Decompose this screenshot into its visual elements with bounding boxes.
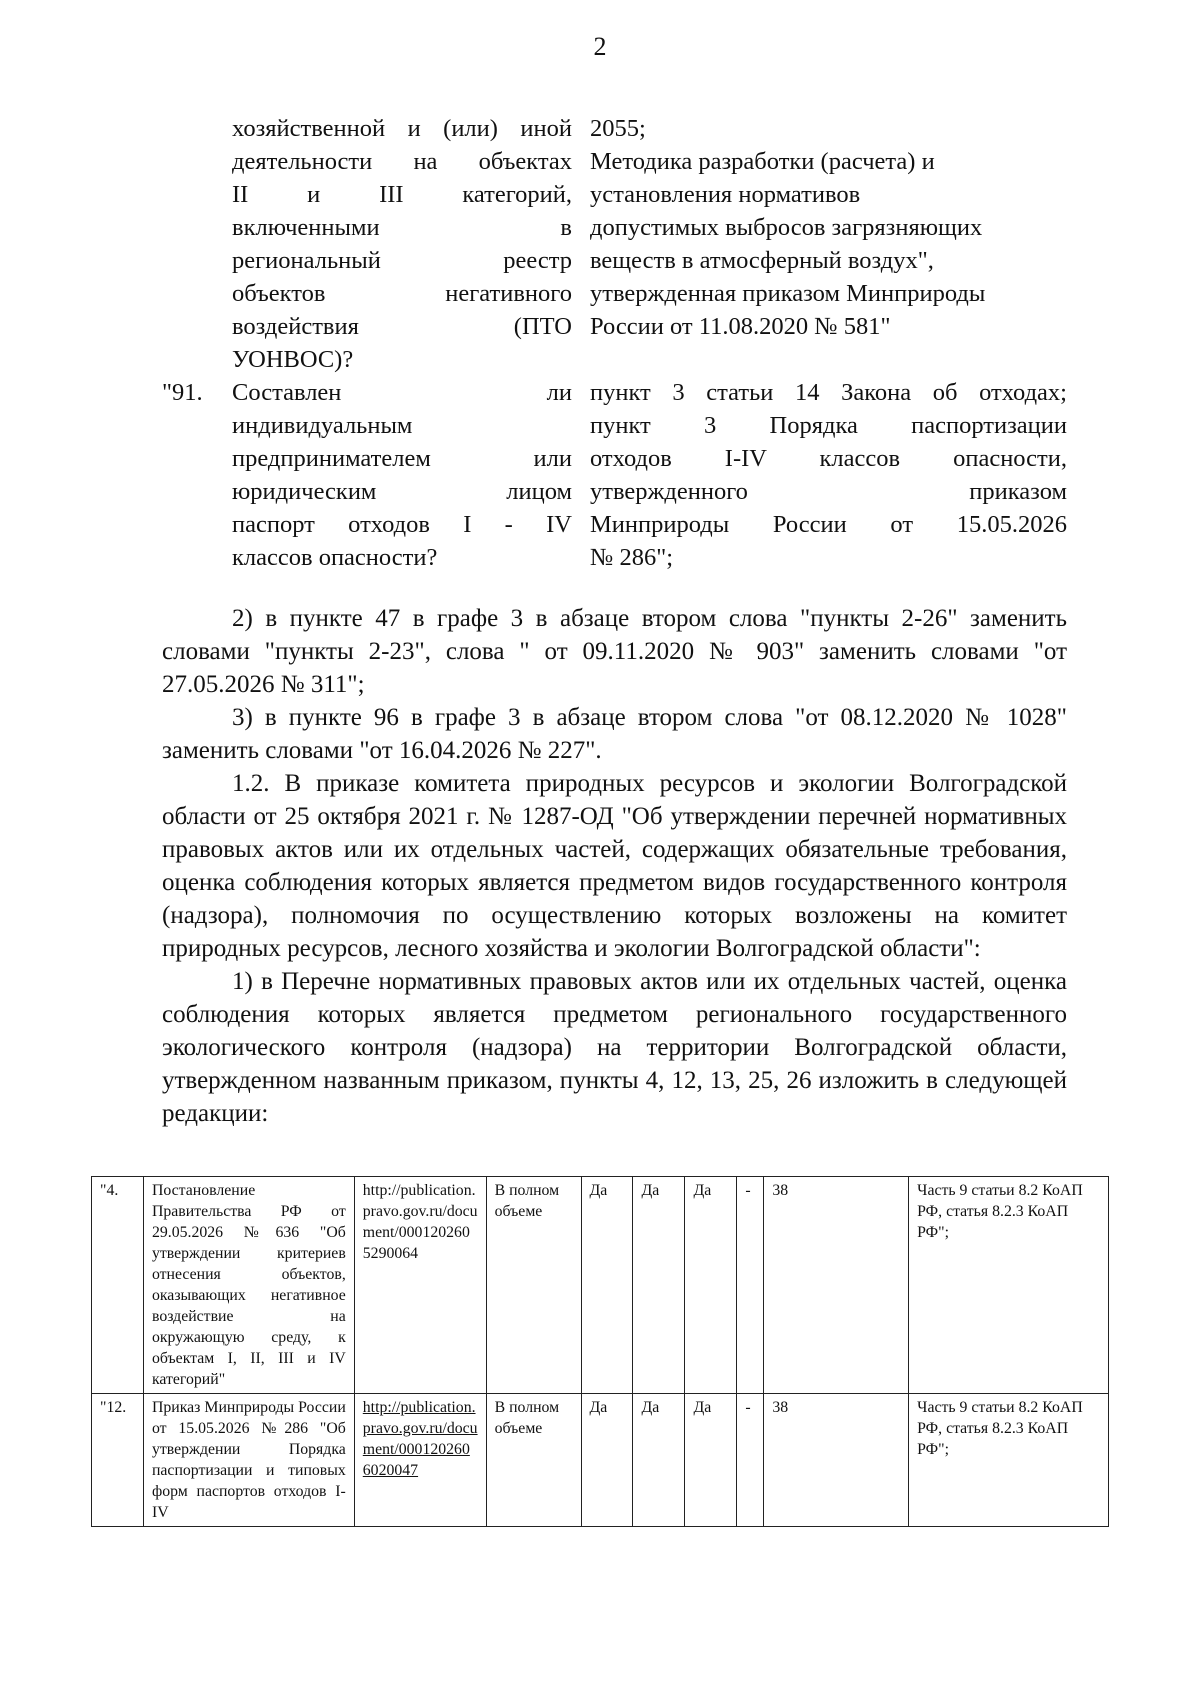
checklist-row: [162, 376, 1067, 574]
question-line: юридическим лицом: [232, 478, 572, 505]
question-line: хозяйственной и (или) иной: [232, 115, 572, 142]
page-number: 2: [593, 32, 607, 61]
liability-cell: Часть 9 статьи 8.2 КоАП РФ, статья 8.2.3 КоАП РФ";: [909, 1394, 1109, 1527]
question-line: классов опасности?: [232, 544, 438, 571]
reference-cell: [590, 112, 1067, 376]
reference-line: № 286";: [590, 544, 674, 571]
url-link[interactable]: http://publication.pravo.gov.ru/document/0001202605290064: [354, 1177, 486, 1394]
empty-cell: [834, 1394, 909, 1527]
dash-cell: -: [737, 1394, 764, 1527]
question-line: деятельности на объектах: [232, 148, 572, 175]
number-cell: 38: [764, 1177, 834, 1394]
reference-line: Методика разработки (расчета) и: [590, 148, 935, 175]
paragraph: 3) в пункте 96 в графе 3 в абзаце втором слова "от 08.12.2020 № 1028" заменить словами "от 16.04.2026 № 227".: [162, 704, 1067, 764]
dash-cell: -: [737, 1177, 764, 1394]
question-line: включенными в: [232, 214, 572, 241]
reference-line: веществ в атмосферный воздух",: [590, 247, 934, 274]
reference-line: пункт 3 статьи 14 Закона об отходах;: [590, 379, 1067, 406]
question-line: УОНВОС)?: [232, 346, 354, 373]
reference-line: России от 11.08.2020 № 581": [590, 313, 891, 340]
question-line: II и III категорий,: [232, 181, 572, 208]
act-name-cell: Постановление Правительства РФ от 29.05.2026 №636 "Об утверждении критериев отнесения объектов, оказывающих негативное воздействие на окружающую среду, к объектам I, II, III и IV категорий": [143, 1177, 354, 1394]
question-line: региональный реестр: [232, 247, 572, 274]
question-line: предпринимателем или: [232, 445, 572, 472]
flag-cell: Да: [685, 1394, 737, 1527]
reference-line: 2055;: [590, 115, 646, 142]
checklist-row: [162, 112, 1067, 376]
reference-line: пункт 3 Порядка паспортизации: [590, 412, 1067, 439]
row-number: "91.: [162, 379, 203, 406]
reference-line: установления нормативов: [590, 181, 861, 208]
row-number: "4.: [92, 1177, 144, 1394]
reference-line: отходов I-IV классов опасности,: [590, 445, 1067, 472]
flag-cell: Да: [685, 1177, 737, 1394]
flag-cell: Да: [581, 1177, 633, 1394]
paragraph: 2) в пункте 47 в графе 3 в абзаце втором слова "пункты 2-26" заменить словами "пункты 2-23", слова " от 09.11.2020 № 903" заменить словами "от 27.05.2026 № 311";: [162, 605, 1067, 698]
empty-cell: [834, 1177, 909, 1394]
paragraph: 1) в Перечне нормативных правовых актов или их отдельных частей, оценка соблюдения которых является предметом регионального государственного экологического контроля (надзора) на территории Волгоградской области, утвержденном названным приказом, пункты 4, 12, 13, 25, 26 изложить в следующей редакции:: [162, 968, 1067, 1127]
reference-line: утвержденная приказом Минприроды: [590, 280, 986, 307]
checklist-table: [162, 112, 1067, 574]
row-number: "12.: [92, 1394, 144, 1527]
question-cell: [232, 112, 590, 376]
scope-cell: В полном объеме: [486, 1394, 581, 1527]
flag-cell: Да: [633, 1394, 685, 1527]
number-cell: 38: [764, 1394, 834, 1527]
liability-cell: Часть 9 статьи 8.2 КоАП РФ, статья 8.2.3 КоАП РФ";: [909, 1177, 1109, 1394]
paragraph: 1.2. В приказе комитета природных ресурсов и экологии Волгоградской области от 25 октября 2021 г. № 1287-ОД "Об утверждении перечней нормативных правовых актов или их отдельных частей, содержащих обязательные требования, оценка соблюдения которых является предметом видов государственного контроля (надзора), полномочия по осуществлению которых возложены на комитет природных ресурсов, лесного хозяйства и экологии Волгоградской области":: [162, 770, 1067, 962]
acts-table-row: [92, 1394, 1109, 1527]
act-name-cell: Приказ Минприроды России от 15.05.2026 №286 "Об утверждении Порядка паспортизации и типовых форм паспортов отходов I-IV: [143, 1394, 354, 1527]
question-cell: [232, 376, 590, 574]
question-line: объектов негативного: [232, 280, 572, 307]
flag-cell: Да: [633, 1177, 685, 1394]
reference-line: утвержденного приказом: [590, 478, 1067, 505]
reference-line: допустимых выбросов загрязняющих: [590, 214, 983, 241]
scope-cell: В полном объеме: [486, 1177, 581, 1394]
row-number: [162, 112, 232, 376]
body-text: [162, 602, 1067, 1130]
flag-cell: Да: [581, 1394, 633, 1527]
acts-table: [91, 1176, 1109, 1527]
question-line: воздействия (ПТО: [232, 313, 572, 340]
reference-cell: [590, 376, 1067, 574]
url-link[interactable]: http://publication.pravo.gov.ru/document/0001202606020047: [354, 1394, 486, 1527]
question-line: индивидуальным: [232, 412, 413, 439]
question-line: паспорт отходов I - IV: [232, 511, 572, 538]
reference-line: Минприроды России от 15.05.2026: [590, 511, 1067, 538]
acts-table-row: [92, 1177, 1109, 1394]
question-line: Составлен ли: [232, 379, 572, 406]
